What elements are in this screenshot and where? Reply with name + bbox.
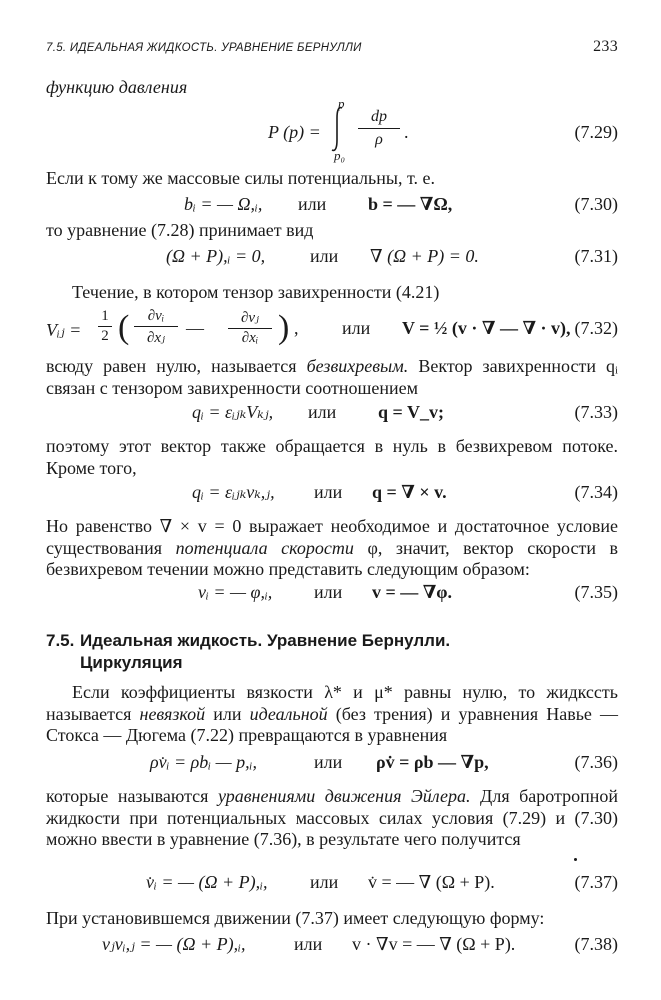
eq-7-33-lhs: qᵢ = εᵢⱼₖVₖⱼ, — [192, 402, 274, 422]
eq-7-32-fraction-2 — [228, 308, 272, 347]
fraction-bar — [358, 128, 400, 129]
paragraph-7-part-2: или — [205, 703, 250, 724]
paragraph-5 — [46, 436, 618, 479]
eq-7-33-or: или — [308, 402, 337, 422]
eq-7-38-lhs: vⱼvᵢ,ⱼ = — (Ω + P),ᵢ, — [102, 934, 246, 954]
section-number: 7.5. — [46, 631, 75, 650]
left-paren: ( — [118, 309, 130, 346]
eq-7-33-number: (7.33) — [574, 402, 618, 422]
right-paren: ) — [278, 309, 290, 346]
eq-7-29-numerator: dp — [371, 108, 387, 125]
eq-7-38-number: (7.38) — [574, 934, 618, 954]
eq-7-29-lhs: P (p) = — [268, 122, 321, 142]
equation-7-29 — [46, 96, 618, 166]
intro-text: функцию давления — [46, 77, 188, 97]
eq-7-34-or: или — [314, 482, 343, 502]
frac1-denominator: ∂xⱼ — [146, 330, 166, 346]
equation-7-32 — [46, 306, 618, 356]
eq-7-36-number: (7.36) — [574, 752, 618, 772]
eq-7-37-lhs: v̇ᵢ = — (Ω + P),ᵢ, — [146, 872, 268, 892]
eq-7-30-number: (7.30) — [574, 194, 618, 214]
paragraph-8 — [46, 786, 618, 851]
paragraph-2 — [46, 220, 618, 242]
paragraph-5-text: поэтому этот вектор также обращается в нуль в безвихревом потоке. Кроме того, — [46, 436, 618, 478]
eq-7-32-lhs: Vᵢⱼ = — [46, 320, 82, 340]
section-title-line-1: Идеальная жидкость. Уравнение Бернулли. — [80, 631, 451, 650]
paragraph-7-emph-2: идеальной — [249, 703, 328, 724]
equation-7-36 — [46, 748, 618, 778]
eq-7-30-rhs: b = — ∇Ω, — [368, 194, 453, 214]
eq-7-36-or: или — [314, 752, 343, 772]
intro-line — [46, 76, 187, 98]
eq-7-31-rhs: ∇ (Ω + P) = 0. — [370, 246, 479, 266]
eq-7-29-denominator: ρ — [375, 131, 383, 148]
equation-7-35 — [46, 578, 618, 608]
equation-7-30 — [46, 190, 618, 220]
stray-dot — [574, 858, 577, 861]
eq-7-35-lhs: vᵢ = — φ,ᵢ, — [198, 582, 273, 602]
eq-7-34-lhs: qᵢ = εᵢⱼₖvₖ,ⱼ, — [192, 482, 275, 502]
eq-7-38-rhs: v · ∇v = — ∇ (Ω + P). — [352, 934, 516, 954]
eq-7-34-number: (7.34) — [574, 482, 618, 502]
eq-7-37-rhs: v̇ = — ∇ (Ω + P). — [368, 872, 495, 892]
paragraph-4-before: всюду равен нулю, называется — [46, 356, 307, 376]
paragraph-1 — [46, 168, 618, 190]
eq-7-38-or: или — [294, 934, 323, 954]
equation-7-34 — [46, 478, 618, 508]
eq-7-30-lhs: bᵢ = — Ω,ᵢ, — [184, 194, 263, 214]
equation-7-38 — [46, 930, 618, 960]
half-denominator: 2 — [101, 328, 109, 344]
eq-7-37-number: (7.37) — [574, 872, 618, 892]
paragraph-6-after: φ, значит, вектор скорости в безвихревом течении можно представить следующим образом: — [46, 537, 619, 579]
running-title: 7.5. ИДЕАЛЬНАЯ ЖИДКОСТЬ. УРАВНЕНИЕ БЕРНУЛЛИ — [46, 42, 362, 54]
eq-7-34-rhs: q = ∇ × v. — [372, 482, 447, 502]
paragraph-7-emph-1: невязкой — [139, 703, 206, 724]
eq-7-35-or: или — [314, 582, 343, 602]
eq-7-31-number: (7.31) — [574, 246, 618, 266]
page-number: 233 — [593, 38, 618, 55]
frac2-denominator: ∂xᵢ — [241, 330, 259, 346]
section-title-line-2: Циркуляция — [80, 653, 183, 672]
paragraph-3 — [46, 282, 618, 304]
eq-7-32-half — [98, 308, 112, 345]
eq-7-32-number: (7.32) — [574, 318, 618, 338]
fraction-bar — [228, 328, 272, 329]
eq-7-29-upper-limit: p — [338, 96, 345, 111]
paragraph-2-text: то уравнение (7.28) принимает вид — [46, 220, 314, 240]
paragraph-6 — [46, 516, 618, 581]
equation-7-37 — [46, 868, 618, 898]
eq-7-35-rhs: v = — ∇φ. — [372, 582, 453, 602]
equation-7-31 — [46, 242, 618, 272]
paragraph-8-after: Для баротропной жидкости при потенциальных массовых силах условия (7.29) и (7.30) можно ввести в уравнение (7.36), в результате чего получится — [46, 786, 618, 849]
half-numerator: 1 — [101, 308, 109, 324]
eq-7-32-fraction-1 — [134, 308, 178, 347]
paragraph-6-before: Но равенство ∇ × v = 0 выражает необходимое и достаточное условие существования — [46, 516, 618, 558]
eq-7-36-lhs: ρv̇ᵢ = ρbᵢ — p,ᵢ, — [150, 752, 257, 772]
eq-7-32-comma: , — [294, 318, 299, 338]
paragraph-6-emph: потенциала скорости — [175, 537, 354, 558]
eq-7-32-minus: — — [186, 318, 204, 338]
paragraph-9-text: При установившемся движении (7.37) имеет следующую форму: — [46, 908, 545, 928]
paragraph-4-after: Вектор завихренности qᵢ связан с тензором завихренности соотношением — [46, 356, 619, 398]
eq-7-37-or: или — [310, 872, 339, 892]
fraction-bar — [98, 326, 112, 327]
paragraph-8-emph: уравнениями движения Эйлера. — [217, 786, 471, 806]
integral-icon — [330, 106, 346, 152]
paragraph-7-part-1: Если коэффициенты вязкости λ* и μ* равны нулю, то жидкссть называется — [46, 682, 618, 724]
eq-7-35-number: (7.35) — [574, 582, 618, 602]
eq-7-33-rhs: q = V_v; — [378, 402, 444, 422]
frac2-numerator: ∂vⱼ — [240, 310, 260, 326]
eq-7-29-fraction — [358, 108, 400, 149]
eq-7-32-rhs: V = ½ (v · ∇ — ∇ · v), — [402, 318, 571, 338]
eq-7-29-lower-limit: p₀ — [334, 148, 346, 163]
paragraph-7-part-3: (без трения) и уравнения Навье — Стокса — Дюгема (7.22) превращаются в уравнения — [46, 703, 618, 745]
eq-7-32-or: или — [342, 318, 371, 338]
paragraph-8-before: которые называются — [46, 786, 218, 806]
section-heading — [46, 630, 618, 674]
eq-7-31-lhs: (Ω + P),ᵢ = 0, — [166, 246, 266, 266]
frac1-numerator: ∂vᵢ — [147, 308, 165, 324]
paragraph-7 — [46, 682, 618, 747]
page-header — [46, 38, 618, 60]
equation-7-33 — [46, 398, 618, 428]
paragraph-9 — [46, 908, 618, 930]
paragraph-4 — [46, 356, 618, 399]
fraction-bar — [134, 326, 178, 327]
eq-7-29-period: . — [404, 122, 409, 142]
eq-7-29-number: (7.29) — [574, 122, 618, 142]
paragraph-1-text: Если к тому же массовые силы потенциальны, т. е. — [46, 168, 435, 188]
eq-7-31-or: или — [310, 246, 339, 266]
paragraph-4-emph: безвихревым. — [306, 356, 409, 376]
eq-7-36-rhs: ρv̇ = ρb — ∇p, — [376, 752, 489, 772]
paragraph-3-text: Течение, в котором тензор завихренности (4.21) — [72, 282, 440, 302]
eq-7-30-or: или — [298, 194, 327, 214]
